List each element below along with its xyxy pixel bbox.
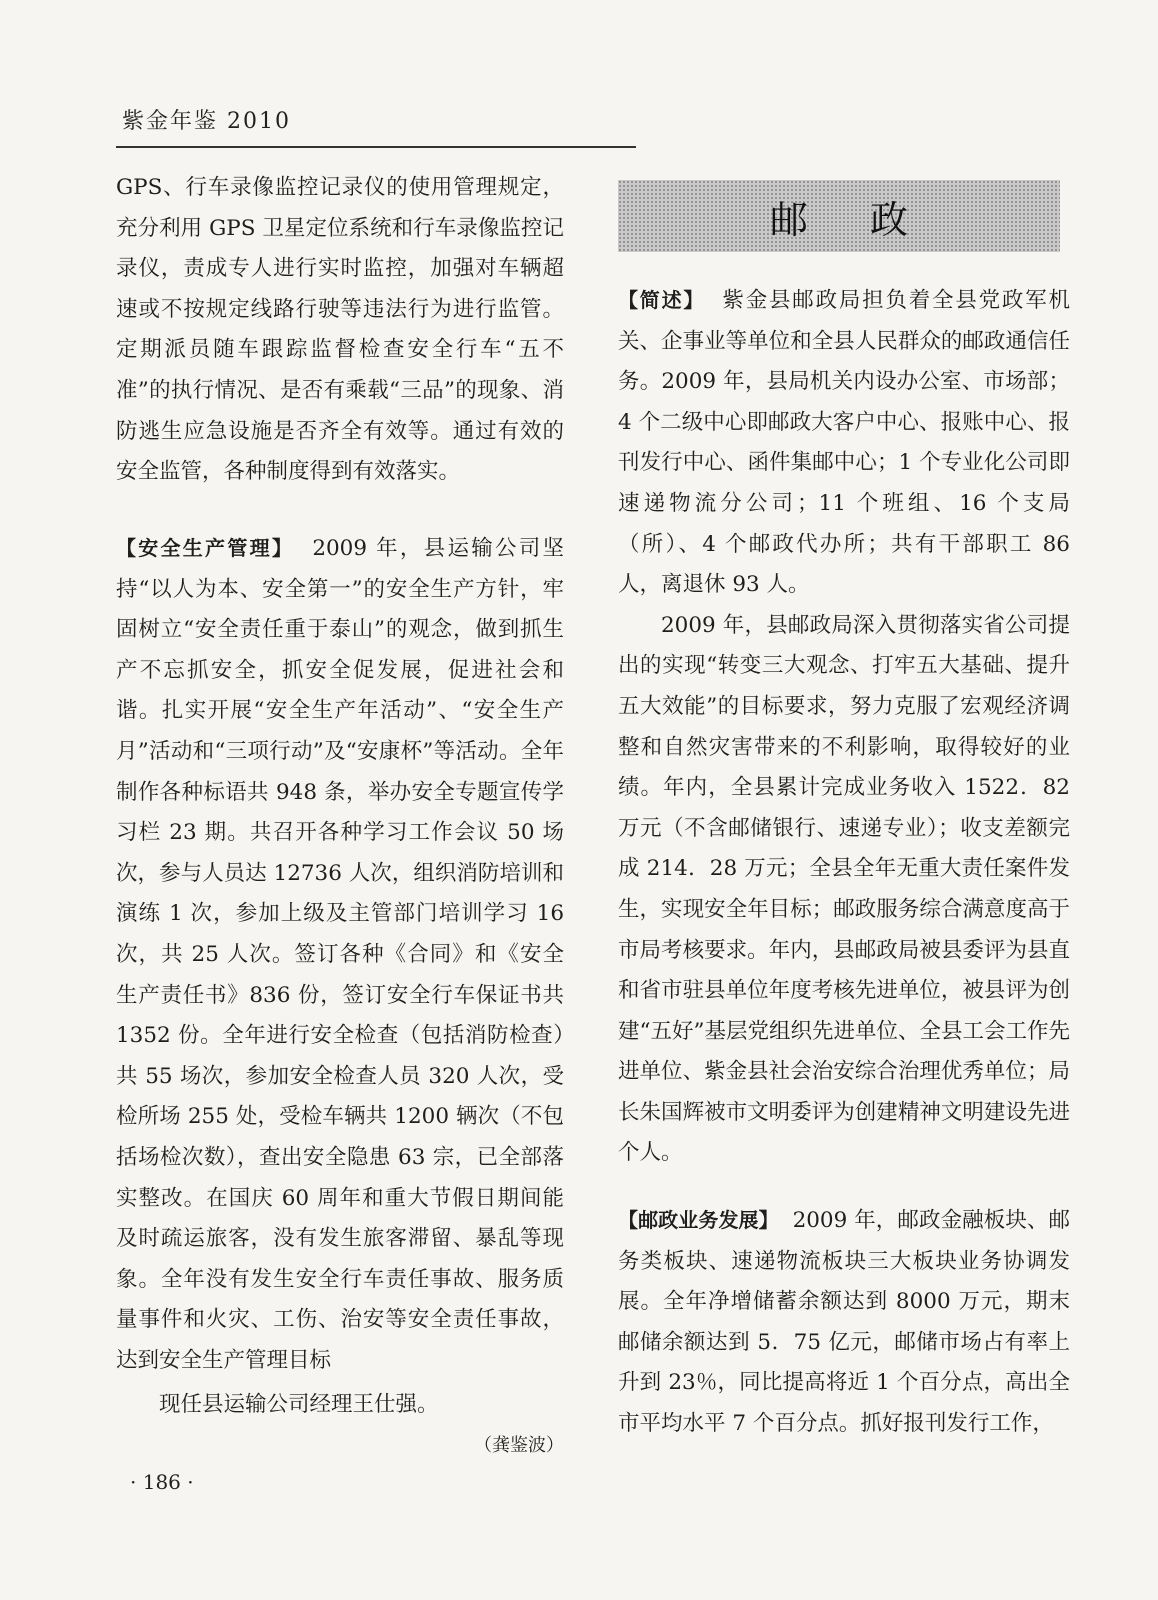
overview-body: 紫金县邮政局担负着全县党政军机关、企事业等单位和全县人民群众的邮政通信任务。2009 年，县局机关内设办公室、市场部；4 个二级中心即邮政大客户中心、报账中心、报刊发行中心、函件集邮中心；1 个专业化公司即速递物流分公司；11 个班组、16 个支局（所）、4 个邮政代办所；共有干部职工 86 人，离退休 93 人。 bbox=[618, 288, 1070, 598]
paragraph-business-development bbox=[618, 1200, 1070, 1445]
safety-body: 2009 年，县运输公司坚持“以人为本、安全第一”的安全生产方针，牢固树立“安全责任重于泰山”的观念，做到抓生产不忘抓安全，抓安全促发展，促进社会和谐。扎实开展“安全生产年活动”、“安全生产月”活动和“三项行动”及“安康杯”等活动。全年制作各种标语共 948 条，举办安全专题宣传学习栏 23 期。共召开各种学习工作会议 50 场次，参与人员达 12736 人次，组织消防培训和演练 1 次，参加上级及主管部门培训学习 16 次，共 25 人次。签订各种《合同》和《安全生产责任书》836 份，签订安全行车保证书共 1352 份。全年进行安全检查（包括消防检查）共 55 场次，参加安全检查人员 320 人次，受检所场 255 处，受检车辆共 1200 辆次（不包括场检次数），查出安全隐患 63 宗，已全部落实整改。在国庆 60 周年和重大节假日期间能及时疏运旅客，没有发生旅客滞留、暴乱等现象。全年没有发生安全行车责任事故、服务质量事件和火灾、工伤、治安等安全责任事故，达到安全生产管理目标 bbox=[116, 536, 564, 1373]
paragraph-safety-management bbox=[116, 528, 564, 1381]
left-column-safety-section bbox=[116, 528, 564, 1467]
right-column-business bbox=[618, 1200, 1070, 1445]
paragraph-manager: 现任县运输公司经理王仕强。 bbox=[159, 1392, 439, 1418]
paragraph-gps-monitoring: GPS、行车录像监控记录仪的使用管理规定，充分利用 GPS 卫星定位系统和行车录像监控记录仪，责成专人进行实时监控，加强对车辆超速或不按规定线路行驶等违法行为进行监管。定期派员随车跟踪监督检查安全行车“五不准”的执行情况、是否有乘载“三品”的现象、消防逃生应急设施是否齐全有效等。通过有效的安全监管，各种制度得到有效落实。 bbox=[116, 175, 564, 485]
header-rule bbox=[116, 146, 636, 148]
right-column-overview bbox=[618, 280, 1070, 1174]
author-credit: （龚鉴波） bbox=[474, 1435, 564, 1457]
section-title: 邮政 bbox=[769, 197, 970, 242]
business-body: 2009 年，邮政金融板块、邮务类板块、速递物流板块三大板块业务协调发展。全年净增储蓄余额达到 8000 万元，期末邮储余额达到 5．75 亿元，邮储市场占有率上升到 23％，同比提高将近 1 个百分点，高出全市平均水平 7 个百分点。抓好报刊发行工作， bbox=[618, 1208, 1071, 1436]
paragraph-overview bbox=[618, 280, 1070, 606]
section-banner-postal bbox=[618, 180, 1060, 252]
section-tag-overview: 【简述】 bbox=[618, 288, 706, 312]
section-tag-safety: 【安全生产管理】 bbox=[116, 536, 295, 560]
paragraph-achievements: 2009 年，县邮政局深入贯彻落实省公司提出的实现“转变三大观念、打牢五大基础、提升五大效能”的目标要求，努力克服了宏观经济调整和自然灾害带来的不利影响，取得较好的业绩。年内，全县累计完成业务收入 1522．82 万元（不含邮储银行、速递专业）；收支差额完成 214．28 万元；全县全年无重大责任案件发生，实现安全年目标；邮政服务综合满意度高于市局考核要求。年内，县邮政局被县委评为县直和省市驻县单位年度考核先进单位，被县评为创建“五好”基层党组织先进单位、全县工会工作先进单位、紫金县社会治安综合治理优秀单位；局长朱国辉被市文明委评为创建精神文明建设先进个人。 bbox=[618, 612, 1070, 1166]
page-number: · 186 · bbox=[130, 1470, 194, 1494]
section-tag-business: 【邮政业务发展】 bbox=[618, 1208, 779, 1232]
left-column bbox=[116, 168, 564, 493]
running-header: 紫金年鉴 2010 bbox=[122, 109, 291, 134]
